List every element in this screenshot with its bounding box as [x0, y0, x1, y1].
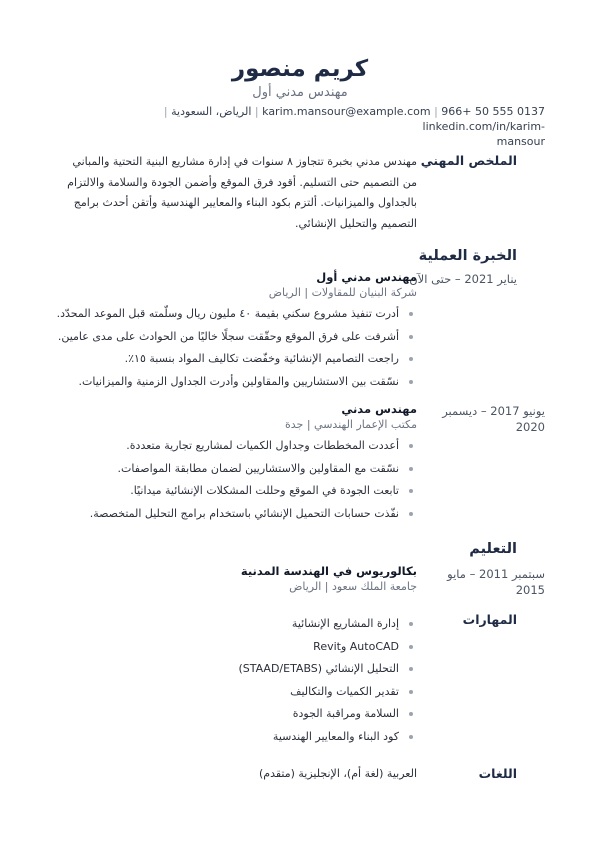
job-company: مكتب الإعمار الهندسي | جدة [285, 418, 417, 431]
skill-item: AutoCAD وRevit [57, 636, 417, 659]
linkedin: linkedin.com/in/karim- [422, 120, 545, 133]
job-title: مهندس مدني أول [316, 270, 417, 284]
languages-text: العربية (لغة أم)، الإنجليزية (متقدم) [258, 767, 417, 780]
candidate-title: مهندس مدني أول [252, 85, 348, 100]
languages-label: اللغات [478, 766, 517, 781]
education-date-line: 2015 [515, 583, 545, 597]
summary-label: الملخص المهني [420, 153, 517, 168]
list-item: أشرفت على فرق الموقع وحقّقت سجلًا خاليًا من الحوادث على مدى عامين. [57, 326, 417, 349]
job-bullets [57, 435, 417, 525]
list-item: تابعت الجودة في الموقع وحللت المشكلات الإنشائية ميدانيًا. [57, 480, 417, 503]
job-entry [57, 402, 417, 525]
job-entry [57, 270, 417, 393]
contact-line [60, 104, 545, 149]
contact-separator: | [163, 105, 168, 118]
list-item: أدرت تنفيذ مشروع سكني بقيمة ٤٠ مليون ريال وسلّمته قبل الموعد المحدّد. [57, 303, 417, 326]
linkedin-continued: mansour [496, 135, 545, 148]
school: جامعة الملك سعود | الرياض [289, 580, 417, 593]
contact-separator: | [254, 105, 259, 118]
email: karim.mansour@example.com [262, 105, 431, 118]
list-item: نسّقت مع المقاولين والاستشاريين لضمان مطابقة المواصفات. [57, 458, 417, 481]
job-bullets [57, 303, 417, 393]
education-date-line: سبتمبر 2011 – مايو [447, 567, 545, 581]
job-date-line: يونيو 2017 – ديسمبر [442, 404, 545, 418]
location: الرياض، السعودية [171, 105, 252, 118]
skills-label: المهارات [462, 612, 517, 627]
education-heading: التعليم [469, 541, 517, 557]
skill-item: تقدير الكميات والتكاليف [57, 681, 417, 704]
job-date: يناير 2021 – حتى الآن [409, 272, 517, 286]
skill-item: كود البناء والمعايير الهندسية [57, 726, 417, 749]
skill-item: إدارة المشاريع الإنشائية [57, 613, 417, 636]
candidate-name: كريم منصور [231, 56, 369, 82]
phone: 966+ 50 555 0137 [441, 105, 545, 118]
experience-heading: الخبرة العملية [418, 248, 517, 264]
contact-separator: | [434, 105, 438, 118]
job-title: مهندس مدني [341, 402, 417, 416]
summary-text: مهندس مدني بخبرة تتجاوز ٨ سنوات في إدارة مشاريع البنية التحتية والمباني من التصميم حتى التسليم. أقود فرق الموقع وأضمن الجودة والسلامة والالتزام بالجداول والميزانيات. ألتزم بكود البناء والمعايير الهندسية وأتقن أحدث برامج التصميم والتحليل الإنشائي. [67, 155, 417, 230]
list-item: راجعت التصاميم الإنشائية وخفّضت تكاليف المواد بنسبة ١٥٪. [57, 348, 417, 371]
list-item: نفّذت حسابات التحميل الإنشائي باستخدام برامج التحليل المتخصصة. [57, 503, 417, 526]
skill-item: التحليل الإنشائي (STAAD/ETABS) [57, 658, 417, 681]
skill-item: السلامة ومراقبة الجودة [57, 703, 417, 726]
job-date-line: 2020 [515, 420, 545, 434]
job-company: شركة البنيان للمقاولات | الرياض [268, 286, 417, 299]
education-entry [57, 564, 417, 594]
degree: بكالوريوس في الهندسة المدنية [240, 564, 417, 578]
job-date [405, 403, 545, 435]
skills-list [57, 613, 417, 748]
list-item: نسّقت بين الاستشاريين والمقاولين وأدرت الجداول الزمنية والميزانيات. [57, 371, 417, 394]
list-item: أعددت المخططات وجداول الكميات لمشاريع تجارية متعددة. [57, 435, 417, 458]
education-date [405, 566, 545, 598]
